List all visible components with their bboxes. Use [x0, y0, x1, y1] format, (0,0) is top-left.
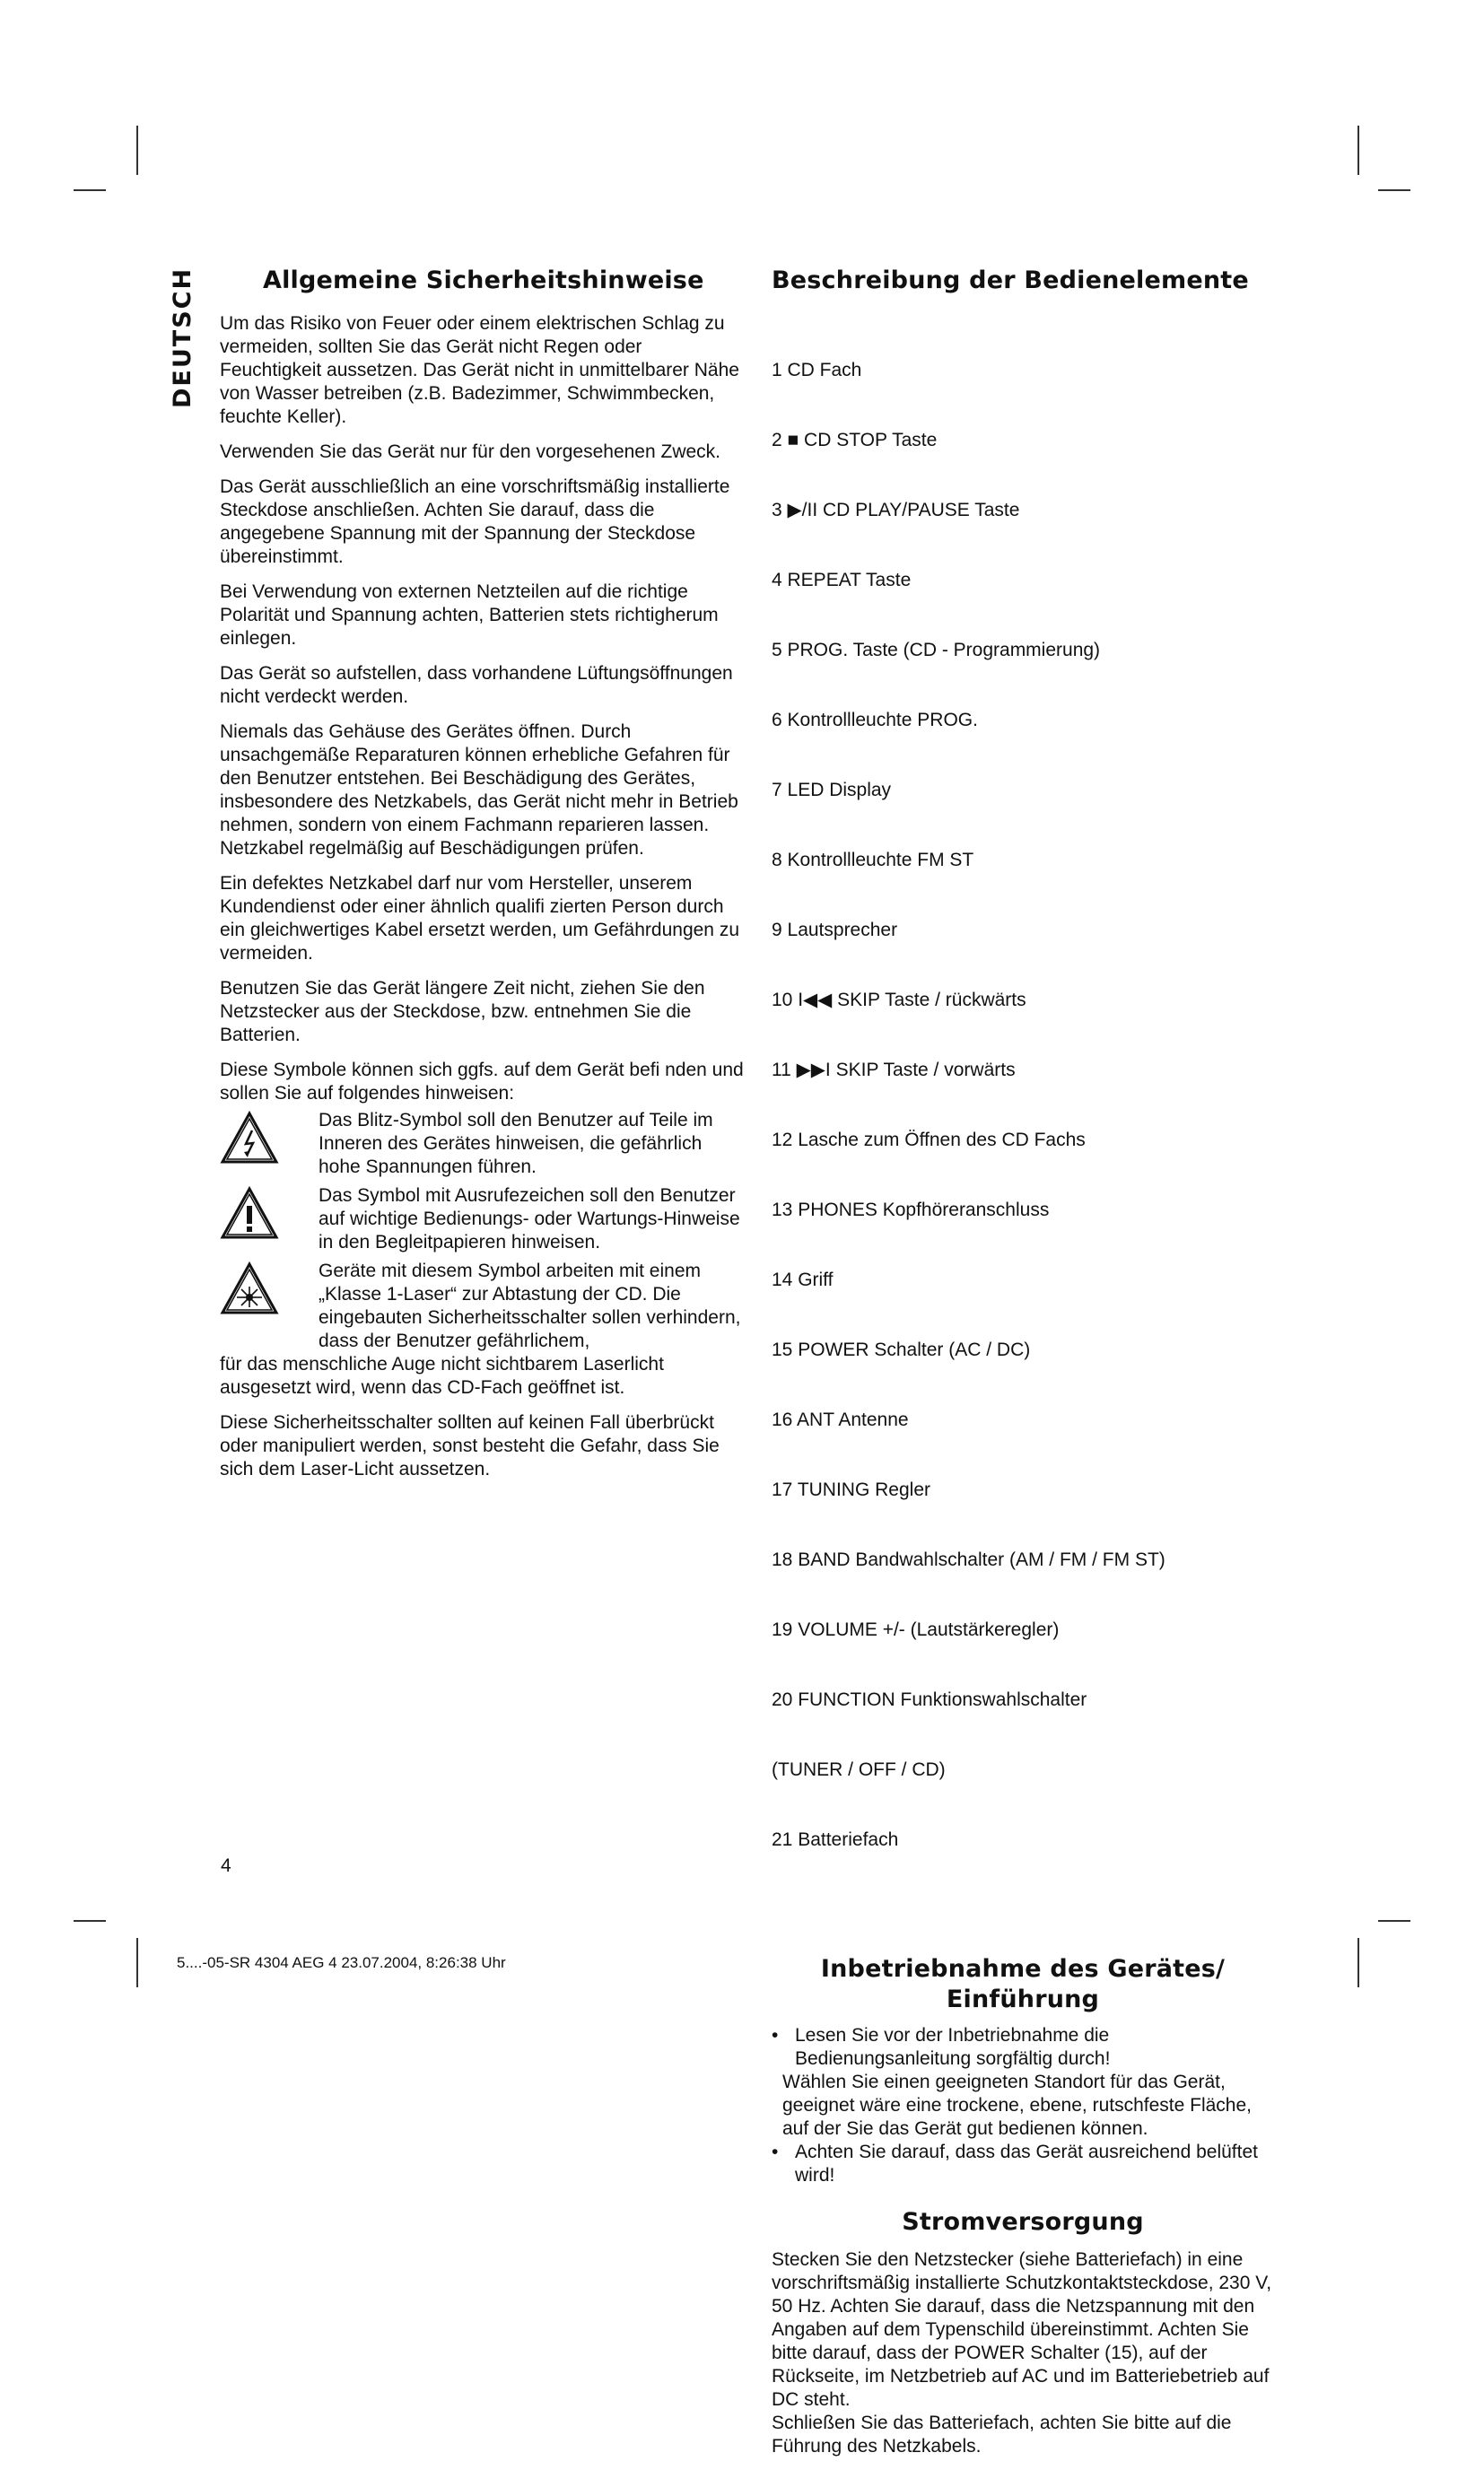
crop-mark — [74, 1920, 106, 1922]
safety-heading: Allgemeine Sicherheitshinweise — [263, 266, 704, 294]
list-item: 15 POWER Schalter (AC / DC) — [772, 1340, 1031, 1360]
exclamation-warning-icon — [220, 1184, 283, 1240]
safety-paragraph: Um das Risiko von Feuer oder einem elektrischen Schlag zu vermeiden, sollten Sie das Gerät nicht Regen oder Feuchtigkeit aussetzen. Das Gerät nicht in unmittelbarer Nähe von Wasser betreiben (z.B. Badezimmer, Schwimmbecken, feuchte Keller). — [220, 313, 739, 427]
list-item: 2 ■ CD STOP Taste — [772, 430, 938, 450]
list-item: 19 VOLUME +/- (Lautstärkeregler) — [772, 1619, 1060, 1640]
crop-mark — [1378, 1920, 1410, 1922]
list-item: 5 PROG. Taste (CD - Programmierung) — [772, 640, 1101, 660]
setup-heading-line: Inbetriebnahme des Gerätes/ — [820, 1955, 1226, 1983]
crop-mark — [136, 1938, 138, 1987]
list-item: 18 BAND Bandwahlschalter (AM / FM / FM ST) — [772, 1549, 1165, 1570]
list-item: • Achten Sie darauf, dass das Gerät ausreichend belüftet wird! — [772, 2142, 1258, 2186]
crop-mark — [1357, 1938, 1359, 1987]
laser-warning-icon — [220, 1260, 283, 1315]
symbol-description: Das Symbol mit Ausrufezeichen soll den Benutzer auf wichtige Bedienungs- oder Wartungs-Hinweise in den Begleitpapieren hinweisen. — [319, 1185, 740, 1252]
list-item: 16 ANT Antenne — [772, 1410, 909, 1430]
list-item: 21 Batteriefach — [772, 1829, 899, 1850]
power-paragraph: Stecken Sie den Netzstecker (siehe Batteriefach) in eine vorschriftsmäßig installierte Schutzkontaktsteckdose, 230 V, 50 Hz. Achten Sie darauf, dass die Netzspannung mit den Angaben auf dem Typenschild übereinstimmt. Achten Sie bitte darauf, dass der POWER Schalter (15), auf der Rückseite, im Netzbetrieb auf AC und im Batteriebetrieb auf DC steht. — [772, 2249, 1272, 2410]
setup-list — [772, 2024, 1274, 2187]
list-item: • Lesen Sie vor der Inbetriebnahme die Bedienungsanleitung sorgfältig durch! — [772, 2025, 1111, 2069]
setup-heading — [772, 1954, 1274, 2015]
safety-paragraph: Verwenden Sie das Gerät nur für den vorgesehenen Zweck. — [220, 441, 720, 462]
crop-mark — [1378, 189, 1410, 191]
controls-heading: Beschreibung der Bedienelemente — [772, 266, 1249, 294]
safety-paragraph: Benutzen Sie das Gerät längere Zeit nicht, ziehen Sie den Netzstecker aus der Steckdose, bzw. entnehmen Sie die Batterien. — [220, 978, 705, 1045]
safety-column — [220, 266, 745, 1493]
symbol-description: Geräte mit diesem Symbol arbeiten mit einem „Klasse 1-Laser“ zur Abtastung der CD. Die eingebauten Sicherheitsschalter sollen verhindern, dass der Benutzer gefährlichem, — [319, 1261, 741, 1351]
list-item: 13 PHONES Kopfhöreranschluss — [772, 1200, 1050, 1220]
lightning-warning-icon — [220, 1109, 283, 1165]
list-item: 8 Kontrollleuchte FM ST — [772, 850, 974, 870]
list-item: 3 ▶/II CD PLAY/PAUSE Taste — [772, 500, 1020, 520]
power-paragraph: Schließen Sie das Batteriefach, achten Sie bitte auf die Führung des Netzkabels. — [772, 2413, 1232, 2457]
list-item: 20 FUNCTION Funktionswahlschalter — [772, 1689, 1087, 1710]
crop-mark — [1357, 126, 1359, 175]
laser-continuation: für das menschliche Auge nicht sichtbarem Laserlicht ausgesetzt wird, wenn das CD-Fach geöffnet ist. — [220, 1354, 664, 1398]
list-item: 4 REPEAT Taste — [772, 570, 912, 590]
list-item: 12 Lasche zum Öffnen des CD Fachs — [772, 1130, 1086, 1150]
power-heading: Stromversorgung — [902, 2208, 1144, 2236]
safety-paragraph: Das Gerät so aufstellen, dass vorhandene Lüftungsöffnungen nicht verdeckt werden. — [220, 663, 733, 707]
list-item: 7 LED Display — [772, 780, 892, 800]
safety-paragraph: Das Gerät ausschließlich an eine vorschriftsmäßig installierte Steckdose anschließen. Achten Sie darauf, dass die angegebene Spannung mit der Spannung der Steckdose übereinstimmt. — [220, 476, 730, 567]
list-item: 9 Lautsprecher — [772, 920, 898, 940]
safety-paragraph: Niemals das Gehäuse des Gerätes öffnen. Durch unsachgemäße Reparaturen können erhebliche Gefahren für den Benutzer entstehen. Bei Beschädigung des Gerätes, insbesondere des Netzkabels, das Gerät nicht mehr in Betrieb nehmen, sondern von einem Fachmann reparieren lassen. Netzkabel regelmäßig auf Beschädigungen prüfen. — [220, 721, 738, 859]
language-tab: DEUTSCH — [169, 266, 196, 408]
list-item: 14 Griff — [772, 1270, 834, 1290]
list-item: 11 ▶▶I SKIP Taste / vorwärts — [772, 1060, 1016, 1080]
symbol-row — [220, 1260, 745, 1353]
symbol-row — [220, 1184, 745, 1254]
list-item: 10 I◀◀ SKIP Taste / rückwärts — [772, 990, 1026, 1010]
setup-heading-line: Einführung — [946, 1986, 1100, 2013]
controls-column — [772, 266, 1274, 2470]
safety-paragraph: Bei Verwendung von externen Netzteilen auf die richtige Polarität und Spannung achten, Batterien stets richtigherum einlegen. — [220, 581, 719, 649]
page-number: 4 — [221, 1855, 231, 1876]
list-item: 17 TUNING Regler — [772, 1479, 931, 1500]
list-item: (TUNER / OFF / CD) — [772, 1759, 946, 1780]
safety-paragraph: Diese Sicherheitsschalter sollten auf keinen Fall überbrückt oder manipuliert werden, sonst besteht die Gefahr, dass Sie sich dem Laser-Licht aussetzen. — [220, 1412, 720, 1479]
controls-list — [772, 312, 1274, 1898]
list-item: 1 CD Fach — [772, 360, 862, 380]
symbol-description: Das Blitz-Symbol soll den Benutzer auf Teile im Inneren des Gerätes hinweisen, die gefährlich hohe Spannungen führen. — [319, 1110, 713, 1177]
list-item: 6 Kontrollleuchte PROG. — [772, 710, 978, 730]
crop-mark — [136, 126, 138, 175]
safety-paragraph: Diese Symbole können sich ggfs. auf dem Gerät befi nden und sollen Sie auf folgendes hinweisen: — [220, 1060, 744, 1104]
crop-mark — [74, 189, 106, 191]
symbol-row — [220, 1109, 745, 1179]
safety-paragraph: Ein defektes Netzkabel darf nur vom Hersteller, unserem Kundendienst oder einer ähnlich qualifi zierten Person durch ein gleichwertiges Kabel ersetzt werden, um Gefährdungen zu vermeiden. — [220, 873, 739, 964]
print-footer: 5....-05-SR 4304 AEG 4 23.07.2004, 8:26:38 Uhr — [177, 1954, 506, 1971]
list-item: Wählen Sie einen geeigneten Standort für das Gerät, geeignet wäre eine trockene, ebene, rutschfeste Fläche, auf der Sie das Gerät gut bedienen können. — [782, 2072, 1252, 2139]
